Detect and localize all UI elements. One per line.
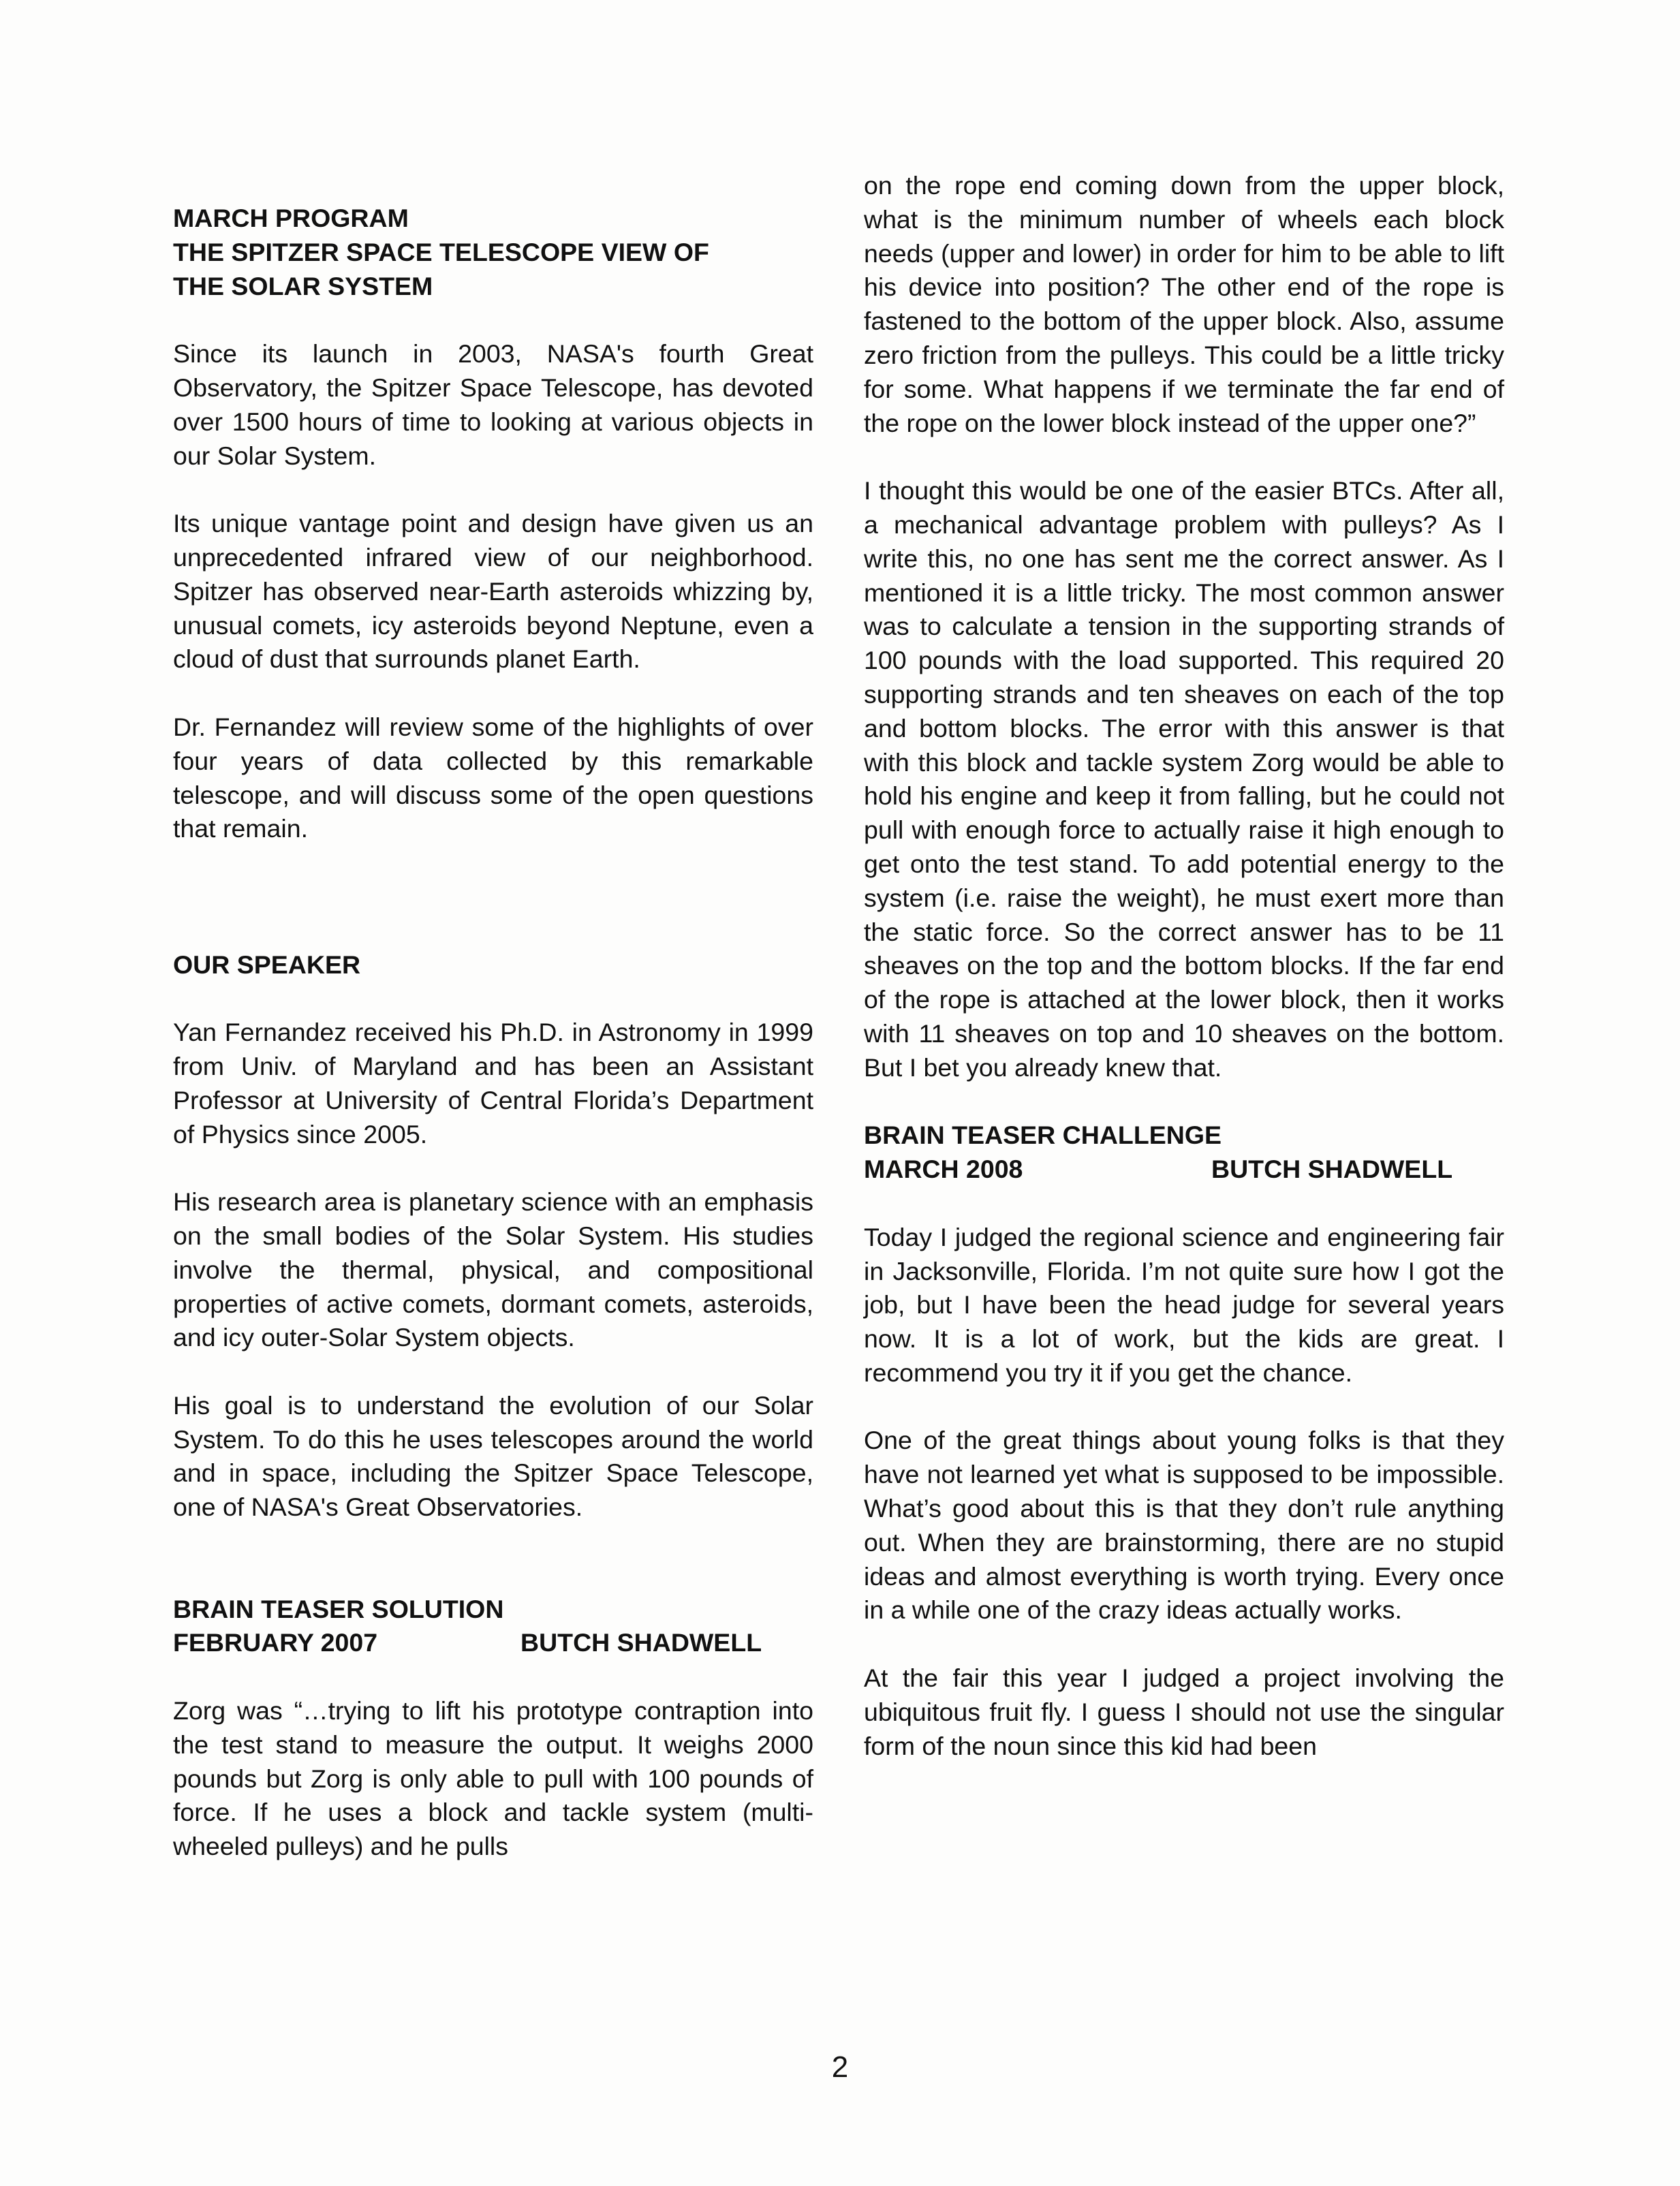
speaker-paragraph-2: His research area is planetary science with an emphasis on the small bodies of the Solar System. His studies involve the thermal, physical, and compositional properties of active comets, dormant comets, asteroids, and icy outer-Solar System objects. bbox=[173, 1187, 813, 1352]
solution-paragraph-1: Zorg was “…trying to lift his prototype contraption into the test stand to measure the output. It weighs 2000 pounds but Zorg is only able to pull with 100 pounds of force. If he uses a block and tackle system (multi-wheeled pulleys) and he pulls bbox=[173, 1696, 813, 1861]
speaker-paragraph-3: His goal is to understand the evolution of our Solar System. To do this he uses telescopes around the world and in space, including the Spitzer Space Telescope, one of NASA's Great Observatories. bbox=[173, 1390, 813, 1522]
march-program-paragraph-3: Dr. Fernandez will review some of the highlights of over four years of data collected by this remarkable telescope, and will discuss some of the open questions that remain. bbox=[173, 712, 813, 843]
solution-byline bbox=[173, 1626, 813, 1660]
march-program-paragraph-2: Its unique vantage point and design have given us an unprecedented infrared view of our neighborhood. Spitzer has observed near-Earth asteroids whizzing by, unusual comets, icy asteroids beyond Neptune, even a cloud of dust that surrounds planet Earth. bbox=[173, 509, 813, 674]
speaker-heading: OUR SPEAKER bbox=[173, 950, 361, 979]
challenge-heading: BRAIN TEASER CHALLENGE bbox=[864, 1121, 1222, 1150]
march-program-label: MARCH PROGRAM bbox=[173, 204, 409, 232]
challenge-author: BUTCH SHADWELL bbox=[1211, 1155, 1453, 1184]
challenge-paragraph-1: Today I judged the regional science and engineering fair in Jacksonville, Florida. I’m not quite sure how I got the job, but I have been the head judge for several years now. It is a lot of work, but the kids are great. I recommend you try it if you get the chance. bbox=[864, 1222, 1504, 1387]
solution-continued-paragraph-2: I thought this would be one of the easier BTCs. After all, a mechanical advantage problem with pulleys? As I write this, no one has sent me the correct answer. As I mentioned it is a little tricky. The most common answer was to calculate a tension in the supporting strands of 100 pounds with the load supported. This required 20 supporting strands and ten sheaves on each of the top and bottom blocks. The error with this answer is that with this block and tackle system Zorg would be able to hold his engine and keep it from falling, but he could not pull with enough force to actually raise it high enough to get onto the test stand. To add potential energy to the system (i.e. raise the weight), he must exert more than the static force. So the correct answer has to be 11 sheaves on the top and the bottom blocks. If the far end of the rope is attached at the lower block, then it works with 11 sheaves on top and 10 sheaves on the bottom. But I bet you already knew that. bbox=[864, 476, 1504, 1082]
page-number: 2 bbox=[831, 2050, 849, 2084]
solution-author: BUTCH SHADWELL bbox=[520, 1628, 762, 1657]
solution-continued-paragraph-1: on the rope end coming down from the upper block, what is the minimum number of wheels each block needs (upper and lower) in order for him to be able to lift his device into position? The other end of the rope is fastened to the bottom of the upper block. Also, assume zero friction from the pulleys. This could be a little tricky for some. What happens if we terminate the far end of the rope on the lower block instead of the upper one?” bbox=[864, 171, 1504, 437]
challenge-paragraph-2: One of the great things about young folks is that they have not learned yet what is supposed to be impossible. What’s good about this is that they don’t rule anything out. When they are brainstorming, there are no stupid ideas and almost everything is worth trying. Every once in a while one of the crazy ideas actually works. bbox=[864, 1426, 1504, 1625]
left-column bbox=[173, 202, 813, 1864]
march-program-paragraph-1: Since its launch in 2003, NASA's fourth Great Observatory, the Spitzer Space Telescope, has devoted over 1500 hours of time to looking at various objects in our Solar System. bbox=[173, 339, 813, 470]
march-program-title-line2: THE SOLAR SYSTEM bbox=[173, 271, 433, 300]
solution-date: FEBRUARY 2007 bbox=[173, 1628, 378, 1657]
march-program-title-line1: THE SPITZER SPACE TELESCOPE VIEW OF bbox=[173, 237, 709, 266]
solution-heading: BRAIN TEASER SOLUTION bbox=[173, 1594, 504, 1623]
right-column bbox=[864, 169, 1504, 1763]
speaker-paragraph-1: Yan Fernandez received his Ph.D. in Astronomy in 1999 from Univ. of Maryland and has been an Assistant Professor at University of Central Florida’s Department of Physics since 2005. bbox=[173, 1018, 813, 1149]
challenge-byline bbox=[864, 1153, 1504, 1187]
challenge-date: MARCH 2008 bbox=[864, 1155, 1023, 1184]
challenge-paragraph-3: At the fair this year I judged a project involving the ubiquitous fruit fly. I guess I should not use the singular form of the noun since this kid had been bbox=[864, 1664, 1504, 1760]
